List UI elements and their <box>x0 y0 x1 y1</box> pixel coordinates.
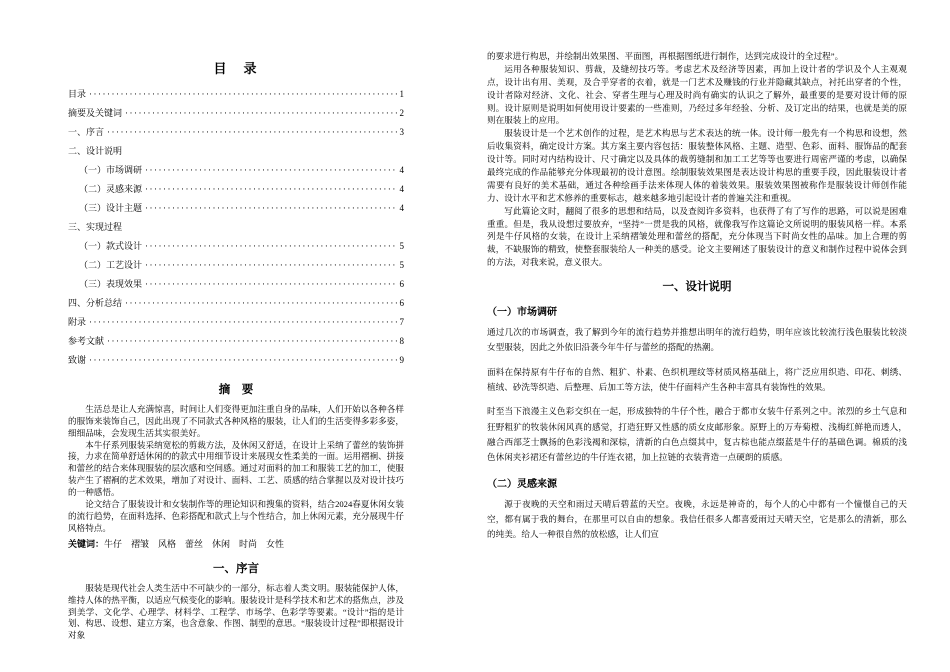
toc-dot-leader <box>89 89 396 99</box>
toc-dot-leader <box>145 203 396 213</box>
toc-entry[interactable] <box>68 182 404 201</box>
section-paragraph: 时至当下浪漫主义色彩交织在一起，形成独特的牛仔个性，融合于都市女装牛仔系列之中。浓烈的乡土气息和狂野粗犷的牧装休闲风真的感觉，打造狂野又性感的质女皮邮形象。原野上的万寿菊橙、浅梅红鲜艳而透人，融合西部芝士飘扬的色彩浅褐和深棕，清新的白色点缀其中，复古棕也能点缀蓝是牛仔的基础色调。棉质的浅色休闲夹衫裙还有蕾丝边的牛仔连衣裙，加上拉链的衣装背造一点硬朗的质感。 <box>487 406 907 463</box>
toc-page-number: 5 <box>399 260 404 270</box>
toc-entry-label: 三、实现过程 <box>68 222 123 232</box>
toc-dot-leader <box>145 184 396 194</box>
toc-entry-label: （三）设计主题 <box>79 203 143 213</box>
toc-entry-label: （一）市场调研 <box>79 165 143 175</box>
keywords-line <box>68 538 404 550</box>
toc-dot-leader <box>89 355 396 365</box>
toc-dot-leader <box>125 298 396 308</box>
toc-dot-leader <box>125 108 396 118</box>
body-paragraph: 写此篇论文时，翻阅了很多的思想和结局，以及查阅许多资料，也获得了有了写作的思路，可以说是困难重重。但是，我从设想过要放弃，“坚持”一贯是我的风格，就像我写作这篇论文所说明的服装风格一样。本系列是牛仔风格的女装，在设计上采纳褶皱处理和蕾丝的搭配，充分体现当下时尚女性的品味。加上合理的剪裁，不缺服饰的精致，使整套服装给人一种美的感受。论文主要阐述了服装设计的意义和制作过程中说体会到的方法，对我来说，意义很大。 <box>487 205 907 268</box>
toc-entry[interactable] <box>68 106 404 125</box>
toc-entry[interactable] <box>68 315 404 334</box>
body-paragraph: 服装设计是一个艺术创作的过程，是艺术构思与艺术表达的统一体。设计师一般先有一个构思和设想，然后收集资料，确定设计方案。其方案主要内容包括：服装整体风格、主题、造型、色彩、面料、服饰品的配套设计等。同时对内结构设计、尺寸确定以及具体的裁剪缝制和加工工艺等等也要进行周密严谨的考虑，以确保最终完成的作品能够充分体现最初的设计意图。绘制服装效果图是表达设计构思的重要手段，因此服装设计者需要有良好的美术基础，通过各种绘画手法来体现人体的着装效果。服装效果图被称作是服装设计师创作能力、设计水平和艺术修养的重要标志，越来越多地引起设计者的普遍关注和重视。 <box>487 128 907 203</box>
section-paragraph: 源于夜晚的天空和雨过天晴后碧蓝的天空。夜晚，永远是神奇的，每个人的心中都有一个憧憬自己的天空，都有属于我的舞台，在那里可以自由的想象。我信任很多人都喜爱雨过天晴天空，它是那么的清新，那么的纯美。给人一种很自然的放松感，让人们宣 <box>487 498 907 540</box>
toc-page-number: 4 <box>399 165 404 175</box>
keywords-label: 关键词： <box>68 539 105 550</box>
toc-entry[interactable] <box>68 201 404 220</box>
toc-dot-leader <box>145 260 396 270</box>
body-paragraph: 运用各种服装知识、剪裁，及缝纫技巧等。考虑艺术及经济等因素，再加上设计者的学识及个人主观观点，设计出有用、美观，及合乎穿者的衣着，就是一门艺术及赚钱的行业并隐藏其缺点，衬托出穿者的个性，设计者除对经济、文化、社会、穿者生理与心理及时尚有确实的认识之了解外，最重要的是要对设计师的原则。设计原则是说明如何使用设计要素的一些准则，乃经过多年经验、分析、及订定出的结果，也就是美的原则在服装上的应用。 <box>487 63 907 126</box>
toc-entry[interactable] <box>68 220 404 239</box>
toc-title: 目 录 <box>213 61 259 76</box>
abstract-paragraph: 论文结合了服装设计和女装制作等的理论知识和搜集的资料，结合2024春夏休闲女装的流行趋势，在面料选择、色彩搭配和款式上与个性结合，加上休闲元素，充分展现牛仔风格特点。 <box>68 498 404 533</box>
toc-page-number: 8 <box>399 336 404 346</box>
toc-entry[interactable] <box>68 239 404 258</box>
preface-paragraph: 服装是现代社会人类生活中不可缺少的一部分，标志着人类文明。服装能保护人体，维持人体的热平衡，以适应气候变化的影响。服装设计是科学技术和艺术的搭焦点，涉及到美学、文化学、心理学、材料学、工程学、市场学、色彩学等要素。“设计”指的是计划、构思、设想、建立方案，也含意象、作图、制型的意思。“服装设计过程”即根据设计对象 <box>68 582 404 641</box>
table-of-contents <box>68 87 404 372</box>
preface-title: 一、序言 <box>213 562 259 575</box>
toc-entry-label: （二）灵感来源 <box>79 184 143 194</box>
toc-dot-leader <box>107 336 396 346</box>
toc-entry[interactable] <box>68 258 404 277</box>
toc-page-number: 6 <box>399 279 404 289</box>
toc-entry[interactable] <box>68 125 404 144</box>
toc-entry-label: （二）工艺设计 <box>79 260 143 270</box>
toc-entry-label: 参考文献 <box>68 336 105 346</box>
toc-entry-label: 致谢 <box>68 355 87 365</box>
keywords-list: 牛仔 褶皱 风格 蕾丝 休闲 时尚 女性 <box>104 539 285 550</box>
toc-entry-label: 二、设计说明 <box>68 146 123 156</box>
abstract-paragraph: 本牛仔系列服装采纳宽松的剪裁方法，及休闲又舒适，在设计上采纳了蕾丝的装饰拼接，力求在简单舒适休闲的的款式中用细节设计来展现女性柔美的一面。运用褶裥、拼接和蕾丝的结合来体现服装的层次感和空间感。通过对面料的加工和服装工艺的加工，使服装产生了褶裥的艺术效果，增加了对设计、面料、工艺、质感的结合掌握以及对设计技巧的一种感悟。 <box>68 439 404 498</box>
toc-entry-label: （三）表现效果 <box>79 279 143 289</box>
toc-page-number: 9 <box>399 355 404 365</box>
toc-entry-label: （一）款式设计 <box>79 241 143 251</box>
toc-dot-leader <box>145 165 396 175</box>
section-paragraph: 面料在保持原有牛仔布的自然、粗犷、朴素、色织机理纹等材质风格基础上，将广泛应用织造、印花、刺绣、植绒、砂洗等织造、后整理、后加工等方法，使牛仔面料产生各种丰富具有装饰性的效果。 <box>487 366 907 393</box>
toc-entry[interactable] <box>68 144 404 163</box>
left-page-column <box>68 58 404 642</box>
toc-page-number: 4 <box>399 203 404 213</box>
toc-entry[interactable] <box>68 87 404 106</box>
toc-entry[interactable] <box>68 277 404 296</box>
toc-entry-label: 一、序言 <box>68 127 105 137</box>
toc-entry-label: 附录 <box>68 317 87 327</box>
toc-dot-leader <box>89 317 396 327</box>
toc-page-number: 1 <box>399 89 404 99</box>
right-page-column <box>487 50 907 551</box>
market-research-heading: （一）市场调研 <box>487 307 557 319</box>
design-section-title: 一、设计说明 <box>662 281 732 294</box>
toc-page-number: 3 <box>399 127 404 137</box>
toc-entry-label: 四、分析总结 <box>68 298 123 308</box>
section-paragraph: 通过几次的市场调查，我了解到今年的流行趋势并推想出明年的流行趋势，明年应该比较流行浅色服装比较淡女型服装，因此之外依旧沿袭今年牛仔与蕾丝的搭配的热潮。 <box>487 327 907 353</box>
inspiration-heading: （二）灵感来源 <box>487 478 557 490</box>
toc-dot-leader <box>145 279 396 289</box>
toc-entry-label: 摘要及关键词 <box>68 108 123 118</box>
body-paragraph: 的要求进行构思，并绘制出效果图、平面图，再根据图纸进行制作，达到完成设计的全过程”。 <box>487 51 844 61</box>
toc-entry[interactable] <box>68 163 404 182</box>
abstract-paragraph: 生活总是让人充满惊喜，时间让人们变得更加注重自身的品味，人们开始以各种各样的服饰来装饰自己，因此出现了不同款式各种风格的服装，让人们的生活变得多彩多姿，细细品味，会发现生活其实很美好。 <box>68 404 404 438</box>
toc-entry[interactable] <box>68 296 404 315</box>
abstract-title: 摘 要 <box>218 384 254 396</box>
toc-page-number: 4 <box>399 184 404 194</box>
toc-dot-leader <box>107 127 396 137</box>
toc-page-number: 6 <box>399 298 404 308</box>
toc-dot-leader <box>145 241 396 251</box>
toc-entry[interactable] <box>68 334 404 353</box>
toc-page-number: 2 <box>399 108 404 118</box>
toc-page-number: 5 <box>399 241 404 251</box>
toc-entry[interactable] <box>68 353 404 372</box>
toc-page-number: 7 <box>399 317 404 327</box>
toc-entry-label: 目录 <box>68 89 87 99</box>
